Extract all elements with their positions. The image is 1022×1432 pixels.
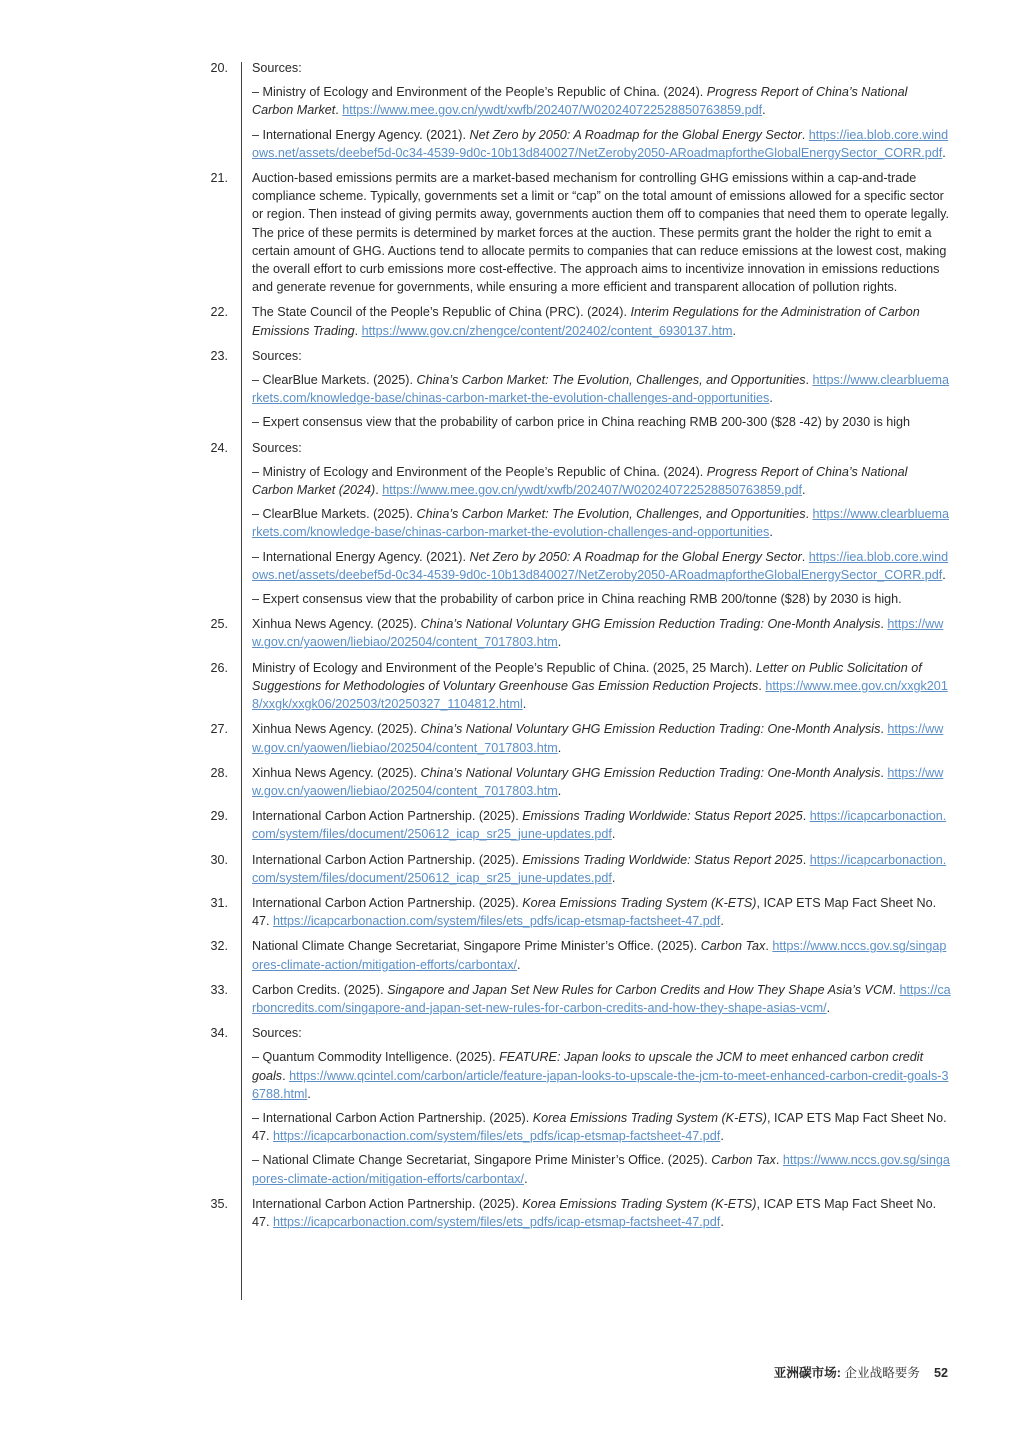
citation-text: . <box>375 483 383 498</box>
citation-title: Carbon Tax <box>711 1153 776 1168</box>
source-item <box>252 1048 952 1103</box>
citation-text: . <box>801 127 809 142</box>
citation-text: . <box>769 391 773 406</box>
endnote <box>0 303 952 339</box>
citation-title: China’s National Voluntary GHG Emission Reduction Trading: One-Month Analysis <box>420 617 881 632</box>
page-number: 52 <box>933 1366 948 1380</box>
endnote-number: 22. <box>210 305 228 320</box>
endnote-body <box>252 659 952 714</box>
source-item <box>252 83 952 119</box>
citation-title: China’s Carbon Market: The Evolution, Challenges, and Opportunities <box>416 373 806 388</box>
source-item <box>252 548 952 584</box>
citation-text: . <box>720 1129 724 1144</box>
endnote-number: 27. <box>210 722 228 737</box>
sources-heading: Sources: <box>252 1026 302 1041</box>
endnote <box>0 169 952 296</box>
endnote-body <box>252 615 952 651</box>
citation-text: International Carbon Action Partnership. (2025). <box>252 895 523 910</box>
endnote-number: 26. <box>210 660 228 675</box>
citation-title: Korea Emissions Trading System (K-ETS) <box>532 1110 767 1125</box>
endnote-body <box>252 764 952 800</box>
citation-text: , ICAP ETS Map Fact Sheet No. 47. <box>252 1110 947 1144</box>
citation-text: – International Energy Agency. (2021). <box>252 549 470 564</box>
citation-title: Singapore and Japan Set New Rules for Carbon Credits and How They Shape Asia’s VCM <box>387 982 893 997</box>
citation-text: – Expert consensus view that the probability of carbon price in China reaching RMB 200-300 ($28 -42) by 2030 is high <box>252 415 911 430</box>
citation-text: . <box>557 783 562 798</box>
citation-text: . <box>775 1153 783 1168</box>
endnote <box>0 659 952 714</box>
citation-text: The State Council of the People’s Republic of China (PRC). (2024). <box>252 305 631 320</box>
citation-link[interactable]: https://icapcarbonaction.com/system/files/ets_pdfs/icap-etsmap-factsheet-47.pdf <box>273 1129 721 1144</box>
citation-text: . <box>307 1086 311 1101</box>
endnote-body <box>252 851 952 887</box>
source-item <box>252 1109 952 1145</box>
citation-text: – Ministry of Ecology and Environment of the People’s Republic of China. (2024). <box>252 85 707 100</box>
citation-title: Interim Regulations for the Administration of Carbon Emissions Trading <box>252 305 920 338</box>
citation-text: . <box>802 483 806 498</box>
source-item <box>252 505 952 541</box>
citation-text: . <box>765 939 773 954</box>
citation-text: Xinhua News Agency. (2025). <box>252 722 421 737</box>
endnote <box>0 439 952 609</box>
citation-text: . <box>758 678 766 693</box>
citation-title: Net Zero by 2050: A Roadmap for the Global Energy Sector <box>469 549 802 564</box>
endnote-number: 31. <box>210 895 228 910</box>
sources-heading: Sources: <box>252 61 302 75</box>
citation-title: China’s Carbon Market: The Evolution, Challenges, and Opportunities <box>416 507 806 522</box>
endnote-number: 32. <box>210 939 228 954</box>
source-item <box>252 371 952 407</box>
citation-link[interactable]: https://icapcarbonaction.com/system/files/document/250612_icap_sr25_june-updates.pdf <box>252 852 947 885</box>
citation-link[interactable]: https://carboncredits.com/singapore-and-japan-set-new-rules-for-carbon-credits-and-how-they-shape-asias-vcm/ <box>252 982 951 1015</box>
page-footer <box>774 1362 948 1381</box>
endnote-number: 35. <box>210 1196 228 1211</box>
citation-link[interactable]: https://iea.blob.core.windows.net/assets/deebef5d-0c34-4539-9d0c-10b13d840027/NetZeroby2050-ARoadmapfortheGlobalEnergySector_CORR.pdf <box>252 549 949 582</box>
citation-link[interactable]: https://icapcarbonaction.com/system/files/ets_pdfs/icap-etsmap-factsheet-47.pdf <box>273 1214 721 1229</box>
endnote-body <box>252 807 952 843</box>
endnote-number: 21. <box>210 171 228 186</box>
citation-text: . <box>522 697 527 712</box>
endnote <box>0 615 952 651</box>
citation-text: . <box>942 567 946 582</box>
citation-text: . <box>805 507 813 522</box>
citation-text: – ClearBlue Markets. (2025). <box>252 373 417 388</box>
endnote-body <box>252 981 952 1017</box>
sources-heading: Sources: <box>252 348 302 363</box>
citation-text: . <box>805 373 813 388</box>
citation-text: . <box>517 957 521 972</box>
citation-text: , ICAP ETS Map Fact Sheet No. 47. <box>252 1196 937 1229</box>
citation-text: . <box>880 617 888 632</box>
citation-text: . <box>335 103 343 118</box>
citation-text: . <box>801 549 809 564</box>
citation-link[interactable]: https://www.mee.gov.cn/xxgk2018/xxgk/xxgk06/202503/t20250327_1104812.html <box>252 678 948 712</box>
citation-title: FEATURE: Japan looks to upscale the JCM to meet enhanced carbon credit goals <box>252 1050 924 1083</box>
citation-text: – ClearBlue Markets. (2025). <box>252 507 417 522</box>
citation-title: Emissions Trading Worldwide: Status Report 2025 <box>522 809 803 824</box>
citation-text: . <box>880 722 888 737</box>
citation-text: International Carbon Action Partnership. (2025). <box>252 1196 523 1211</box>
citation-text: . <box>611 870 616 885</box>
citation-link[interactable]: https://icapcarbonaction.com/system/files/ets_pdfs/icap-etsmap-factsheet-47.pdf <box>273 914 721 929</box>
citation-title: Letter on Public Solicitation of Suggestions for Methodologies of Voluntary Greenhouse Gas Emission Reduction Projects <box>252 660 922 693</box>
citation-text: , ICAP ETS Map Fact Sheet No. 47. <box>252 895 937 929</box>
citation-text: . <box>942 145 946 160</box>
source-item <box>252 463 952 499</box>
citation-link[interactable]: https://www.clearbluemarkets.com/knowledge-base/chinas-carbon-market-the-evolution-challenges-and-opportunities <box>252 373 949 406</box>
citation-text: Xinhua News Agency. (2025). <box>252 765 421 780</box>
citation-text: . <box>524 1171 528 1186</box>
citation-link[interactable]: https://www.gov.cn/yaowen/liebiao/202504/content_7017803.htm <box>252 765 944 798</box>
endnote <box>0 59 952 162</box>
source-item <box>252 590 952 608</box>
citation-text: . <box>892 982 900 997</box>
citation-title: Emissions Trading Worldwide: Status Report 2025 <box>522 852 803 867</box>
endnote <box>0 937 952 973</box>
citation-title: China’s National Voluntary GHG Emission Reduction Trading: One-Month Analysis <box>420 765 881 780</box>
citation-text: – International Energy Agency. (2021). <box>252 127 470 142</box>
endnote-number: 33. <box>210 982 228 997</box>
endnote-number: 23. <box>210 348 228 363</box>
citation-text: . <box>732 323 736 338</box>
footer-brand: 亚洲碳市场: <box>773 1366 841 1380</box>
citation-title: Progress Report of China’s National Carbon Market (2024) <box>252 464 908 498</box>
endnote <box>0 851 952 887</box>
citation-title: Korea Emissions Trading System (K-ETS) <box>522 1196 757 1211</box>
citation-text: Carbon Credits. (2025). <box>252 982 388 997</box>
endnote-body: Auction-based emissions permits are a market-based mechanism for controlling GHG emissions within a cap-and-trade compliance scheme. Typically, governments set a limit or “cap” on the total amount of emissions allowed for a specific sector or region. Then instead of giving permits away, governments auction them off to companies that need them to operate legally. The price of these permits is determined by market forces at the auction. These permits grant the holder the right to emit a certain amount of GHG. Auctions tend to allocate permits to companies that can reduce emissions at the lowest cost, making the overall effort to curb emissions more cost-effective. The approach aims to incentivize innovation in emissions reductions and generate revenue for governments, while ensuring a more efficient and transparent allocation of pollution rights. <box>252 171 950 295</box>
endnote <box>0 1195 952 1231</box>
footer-subtitle: 企业战略要务 <box>840 1366 920 1380</box>
citation-title: Carbon Tax <box>700 939 766 954</box>
citation-text: . <box>611 827 616 842</box>
citation-link[interactable]: https://www.qcintel.com/carbon/article/feature-japan-looks-to-upscale-the-jcm-to-meet-enhanced-carbon-credit-goals-36788.html <box>252 1068 949 1101</box>
citation-link[interactable]: https://icapcarbonaction.com/system/files/document/250612_icap_sr25_june-updates.pdf <box>252 809 947 842</box>
citation-text: National Climate Change Secretariat, Singapore Prime Minister’s Office. (2025). <box>252 939 701 954</box>
citation-text: . <box>769 525 773 540</box>
endnote <box>0 1024 952 1188</box>
citation-text: International Carbon Action Partnership. (2025). <box>252 852 523 867</box>
citation-link[interactable]: https://www.mee.gov.cn/ywdt/xwfb/202407/W020240722528850763859.pdf <box>342 103 763 118</box>
citation-text: . <box>557 635 562 650</box>
citation-text: . <box>802 852 810 867</box>
sources-heading: Sources: <box>252 440 302 455</box>
citation-text: Xinhua News Agency. (2025). <box>252 617 421 632</box>
citation-link[interactable]: https://www.clearbluemarkets.com/knowledge-base/chinas-carbon-market-the-evolution-challenges-and-opportunities <box>252 507 949 540</box>
citation-text: – Expert consensus view that the probability of carbon price in China reaching RMB 200/tonne ($28) by 2030 is high. <box>252 592 902 607</box>
citation-link[interactable]: https://www.gov.cn/zhengce/content/202402/content_6930137.htm <box>361 323 733 338</box>
endnote-body <box>252 303 952 339</box>
endnote <box>0 347 952 432</box>
endnote <box>0 807 952 843</box>
endnote-body <box>252 1195 952 1231</box>
citation-text: – Ministry of Ecology and Environment of the People’s Republic of China. (2024). <box>252 464 707 479</box>
endnote-body <box>252 894 952 930</box>
citation-text: – National Climate Change Secretariat, Singapore Prime Minister’s Office. (2025). <box>252 1153 712 1168</box>
citation-text: . <box>557 740 562 755</box>
endnote-body <box>252 937 952 973</box>
endnote <box>0 894 952 930</box>
citation-text: . <box>720 914 724 929</box>
endnote <box>0 720 952 756</box>
source-item <box>252 1151 952 1187</box>
endnotes-list <box>0 59 1022 1238</box>
endnote-body <box>252 720 952 756</box>
endnote-number: 30. <box>210 852 228 867</box>
citation-text: International Carbon Action Partnership. (2025). <box>252 809 523 824</box>
citation-text: . <box>762 103 766 118</box>
citation-link[interactable]: https://iea.blob.core.windows.net/assets/deebef5d-0c34-4539-9d0c-10b13d840027/NetZeroby2050-ARoadmapfortheGlobalEnergySector_CORR.pdf <box>252 127 949 160</box>
citation-text: . <box>720 1214 724 1229</box>
endnote-number: 20. <box>210 61 228 75</box>
citation-text: Ministry of Ecology and Environment of the People’s Republic of China. (2025, 25 March). <box>252 660 756 675</box>
citation-title: Korea Emissions Trading System (K-ETS) <box>522 895 757 910</box>
source-item <box>252 413 952 431</box>
endnote-number: 25. <box>210 617 228 632</box>
citation-link[interactable]: https://www.nccs.gov.sg/singapores-climate-action/mitigation-efforts/carbontax/ <box>252 939 947 972</box>
citation-text: . <box>802 809 810 824</box>
citation-text: . <box>282 1068 290 1083</box>
citation-link[interactable]: https://www.gov.cn/yaowen/liebiao/202504/content_7017803.htm <box>252 722 944 755</box>
citation-title: China’s National Voluntary GHG Emission Reduction Trading: One-Month Analysis <box>420 722 881 737</box>
citation-title: Net Zero by 2050: A Roadmap for the Global Energy Sector <box>469 127 802 142</box>
source-item <box>252 126 952 162</box>
citation-text: . <box>826 1000 831 1015</box>
citation-link[interactable]: https://www.gov.cn/yaowen/liebiao/202504/content_7017803.htm <box>252 617 944 650</box>
endnote-number: 28. <box>210 765 228 780</box>
citation-text: . <box>880 765 888 780</box>
endnote <box>0 764 952 800</box>
endnote-number: 24. <box>210 440 228 455</box>
citation-text: . <box>354 323 362 338</box>
endnote-number: 29. <box>210 809 228 824</box>
citation-title: Progress Report of China’s National Carbon Market <box>252 85 908 118</box>
citation-text: – Quantum Commodity Intelligence. (2025). <box>252 1050 500 1065</box>
endnote <box>0 981 952 1017</box>
citation-text: – International Carbon Action Partnership. (2025). <box>252 1110 533 1125</box>
citation-link[interactable]: https://www.mee.gov.cn/ywdt/xwfb/202407/W020240722528850763859.pdf <box>382 483 803 498</box>
citation-link[interactable]: https://www.nccs.gov.sg/singapores-climate-action/mitigation-efforts/carbontax/ <box>252 1153 950 1186</box>
endnote-number: 34. <box>210 1026 228 1041</box>
